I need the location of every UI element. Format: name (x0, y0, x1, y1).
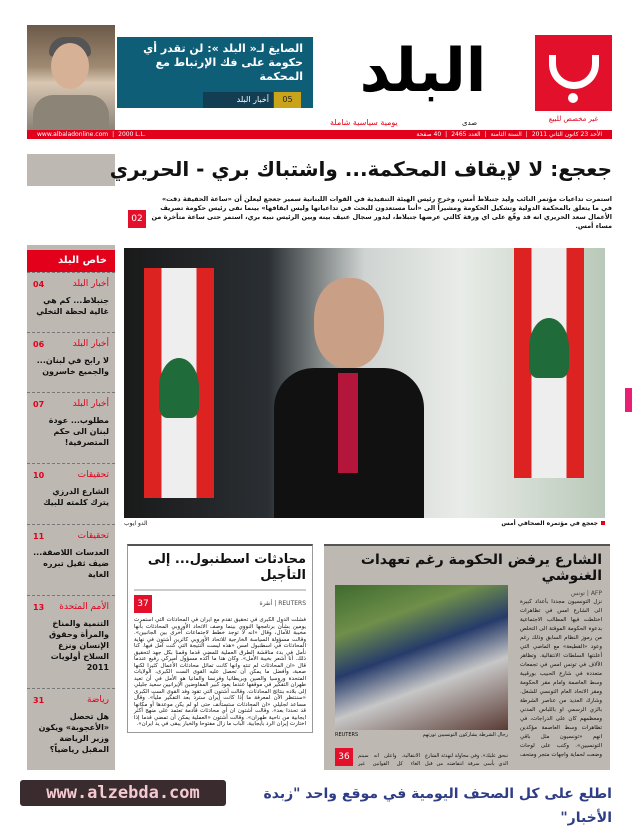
tunisia-page-number: 36 (335, 748, 353, 766)
sidebar-item-page: 13 (33, 602, 45, 612)
sidebar-item-text: مطلوب... عودة لبنان الى حكم المتصرفية! (48, 416, 109, 448)
year: السنة الثامنة (490, 131, 522, 138)
istanbul-page-number: 37 (134, 595, 152, 613)
sidebar-item-section: الأمم المتحدة (59, 601, 109, 612)
lead-photo-credit: الدو ايوب (124, 520, 148, 527)
sidebar-item[interactable] (27, 392, 115, 463)
sidebar-item-page: 06 (33, 340, 45, 350)
sidebar-item[interactable] (27, 463, 115, 523)
tunisia-photo-credit: REUTERS (335, 732, 359, 738)
issue: العدد 2465 (451, 131, 481, 138)
footer-promo[interactable]: اطلع على كل الصحف اليومية في موقع واحد "زبدة الأخبار" (263, 786, 612, 826)
tunisia-photo (335, 585, 508, 730)
teaser-section: أخبار البلد (203, 92, 273, 108)
sidebar (27, 245, 115, 770)
sidebar-item-section: أخبار البلد (72, 399, 109, 410)
sidebar-item-text: التنمية والمناخ والمرأة وحقوق الإنسان ونزع السلاح أولويات 2011 (49, 618, 109, 672)
lead-page-number: 02 (128, 210, 146, 228)
sidebar-item[interactable] (27, 272, 115, 332)
sidebar-item[interactable] (27, 332, 115, 392)
lead-body: استمرت تداعيات مؤتمر النائب وليد جنبلاط أمس، وخرج رئيس الهيئة التنفيذية في القوات اللبنانية سمير جعجع ليعلن أن «ساعة الحقيقة دقت» في ما يتعلق بالمحكمة الدولية وتشكيل الحكومة ومشيراً الى «أننا مستعدون للبحث في تداعياتها وليس ايقافها» بينما نفى رئيس حكومة تصريف الأعمال سعد الحريري انه قد وقّع على اي ورقة كالتي عرضها جنبلاط، ليدور سجال عنيف بينه وبين الرئيس نبيه بري، استمر حتى ساعة متأخرة من مساء أمس. (151, 195, 612, 230)
istanbul-article[interactable] (127, 544, 313, 733)
footer-url-link[interactable]: www.alzebda.com (20, 780, 226, 806)
sidebar-item[interactable] (27, 595, 115, 688)
tunisia-body-2: تبحق عليك». وفي محاولة لتهدئة الشارع الذي يأسى سرقة انتفاضته من قبل (425, 753, 508, 767)
istanbul-headline[interactable]: محادثات اسطنبول... إلى التأجيل (134, 552, 306, 591)
istanbul-credit: أنقرة | REUTERS (259, 600, 306, 607)
website[interactable]: www.albaladonline.com (37, 131, 109, 138)
teaser-photo (27, 25, 115, 130)
sidebar-item-page: 07 (33, 400, 45, 410)
teaser-box[interactable] (117, 37, 313, 108)
sidebar-item[interactable] (27, 688, 115, 770)
sidebar-item-page: 04 (33, 280, 45, 289)
sidebar-item-section: تحقيقات (77, 530, 109, 541)
masthead-sada: صدى (462, 119, 478, 127)
sidebar-item-text: الشارع الدرزي يترك كلمته للبيك (43, 487, 109, 508)
date-bar: www.albaladonline.com | 2000 L.L. الأحد 23 كانون الثاني 2011|السنة الثامنة|العدد 2465|40 صفحة (27, 130, 612, 139)
tunisia-headline[interactable]: الشارع يرفض الحكومة رغم تعهدات الغنوشي (360, 552, 602, 584)
logo-mark-icon (535, 35, 612, 111)
tunisia-photo-caption: رجال الشرطة يشاركون التونسيين ثورتهم (422, 732, 508, 738)
headline-decor (27, 154, 115, 186)
sidebar-item-section: رياضة (86, 694, 109, 705)
pages: 40 صفحة (416, 131, 442, 138)
lead-photo (124, 248, 605, 518)
sidebar-item-text: هل تحصل «الأعجوبة» ويكون وزير الرياضة المقبل رياضياً؟ (38, 711, 109, 754)
sidebar-item-section: أخبار البلد (72, 339, 109, 350)
istanbul-credit-row (134, 595, 306, 613)
tunisia-caption-row (335, 732, 508, 738)
lead-headline[interactable]: جعجع: لا لإيقاف المحكمة... واشتباك بري - الحريري (109, 157, 612, 181)
tunisia-body-1: نزل التونسيون مجددا بأعداد كبيرة الى الشارع امس في تظاهرات اختلطت فيها المطالب الاجتماعية بدعوة الحكومة الموقتة الى التخلص من رموز النظام السابق وذلك رغم وعود «القطيعة» مع الماضي التي أعلنتها السلطات الانتقالية. وتظاهر الآلاف في تونس امس في تجمعات متعددة في شارع الحبيب بورقيبة وسط العاصمة وامام مقر الحكومة ومقر الاتحاد العام التونسي للشغل. وشارك العديد من عناصر الشرطة بالزي الرسمي او باللباس المدني ومعظمهم كان على الدراجات، في تظاهرات وسط العاصمة مؤكدين انهم «تونسيون مثل باقي التونسيين». وكتب على لوحات وضعت لحماية واجهات متجر ومتحف (520, 599, 602, 758)
masthead-logo: البلد (359, 36, 487, 106)
sidebar-item-section: تحقيقات (77, 470, 109, 481)
sidebar-item-page: 31 (33, 695, 45, 705)
istanbul-body: فشلت الدول الكبرى في تحقيق تقدم مع ايران في المحادثات التي استمرت يومين بشأن برنامجها النووي بينما وصف الاتحاد الأوروبي المحادثات بأنها مخيبة للآمال، وقال «انه لا توجد خطط لاجتماعات أخرى بين الجانبين». وقالت مسؤولة السياسة الخارجية للاتحاد الأوروبي كاثرين أشتون في نهاية المحادثات في اسطنبول امس «هذه ليست النتيجة التي كنت آمل فيها. كنا نأمل في بدء مناقشة الطرق العملية للمضي قدما وقمنا بكل جهد لتحقيق ذلك. أنا أشعر بخيبة الأمل». وكان هنا ما أكده مسؤول أميركي رفيع عندما قال «ان المحادثات لم تنته وانها كانت تماثل محادثات الأعمال كثيرا لكنها صعبة، وأفضل ما يمكن أن تحصل عليه القوى الست الكبرى، الولايات المتحدة وروسيا والصين وبريطانيا وفرنسا والمانيا هو الأمل في أن تعيد طهران التفكير في موقفها عندما يعود كبير المفاوضين الإيرانيين سعيد جليلي إلى بلاده بنتائج المحادثات. وقالت أشتون التي تقود وفد القوى الست الكبرى «سننتظر الآن لمعرفة ما إذا كانت إيران سترد بعد التفكير ملياً». وقال مساعد لجليلي «ان المحادثات ستستأنف حتى لو لم يكن موعدها أو مكانها قد تحددا بعد». وقالت أشتون ان أي محادثات قادمة تعتمد على منهج أكثر ايجابية من ناحية طهران». وقالت أشتون «العملية يمكن أن تمضي قدما إذا اختارت إيران الرد بايجابية. الباب ما زال مفتوحا والخيار يبقى في يد ايران». (134, 617, 306, 727)
sidebar-header: خاص البلد (27, 250, 115, 272)
not-for-sale: غير مخصص للبيع (548, 115, 599, 123)
date: الأحد 23 كانون الثاني 2011 (531, 131, 602, 138)
sidebar-item[interactable] (27, 524, 115, 595)
tunisia-body-3: الانتقالية. واعلن انه سيتم الغاء كل القوانين غير (358, 753, 420, 767)
masthead-tagline: يومية سياسية شاملة (330, 118, 398, 127)
teaser-page: 05 (274, 92, 301, 108)
sidebar-item-page: 10 (33, 471, 45, 481)
tunisia-col-1 (520, 590, 602, 758)
price: 2000 L.L. (118, 131, 146, 138)
sidebar-item-text: جنبلاط... كم هي غالية لحظة التخلي (36, 296, 109, 316)
lead-photo-caption: جعجع في مؤتمره الصحافي أمس (420, 520, 605, 527)
sidebar-item-text: العدسات اللاصقة... ضيف ثقيل تبرره الغاية (33, 547, 109, 579)
teaser-title[interactable]: الصايغ لـ« البلد »: لن تقدر أي حكومة على فك الإرتباط مع المحكمة (143, 42, 303, 83)
tunisia-credit: تونس | AFP (570, 590, 602, 597)
sidebar-item-page: 11 (33, 531, 45, 541)
sidebar-item-text: لا رابح في لبنان... والجميع خاسرون (36, 356, 109, 377)
sidebar-item-section: أخبار البلد (72, 279, 109, 289)
edge-tab (625, 388, 632, 412)
